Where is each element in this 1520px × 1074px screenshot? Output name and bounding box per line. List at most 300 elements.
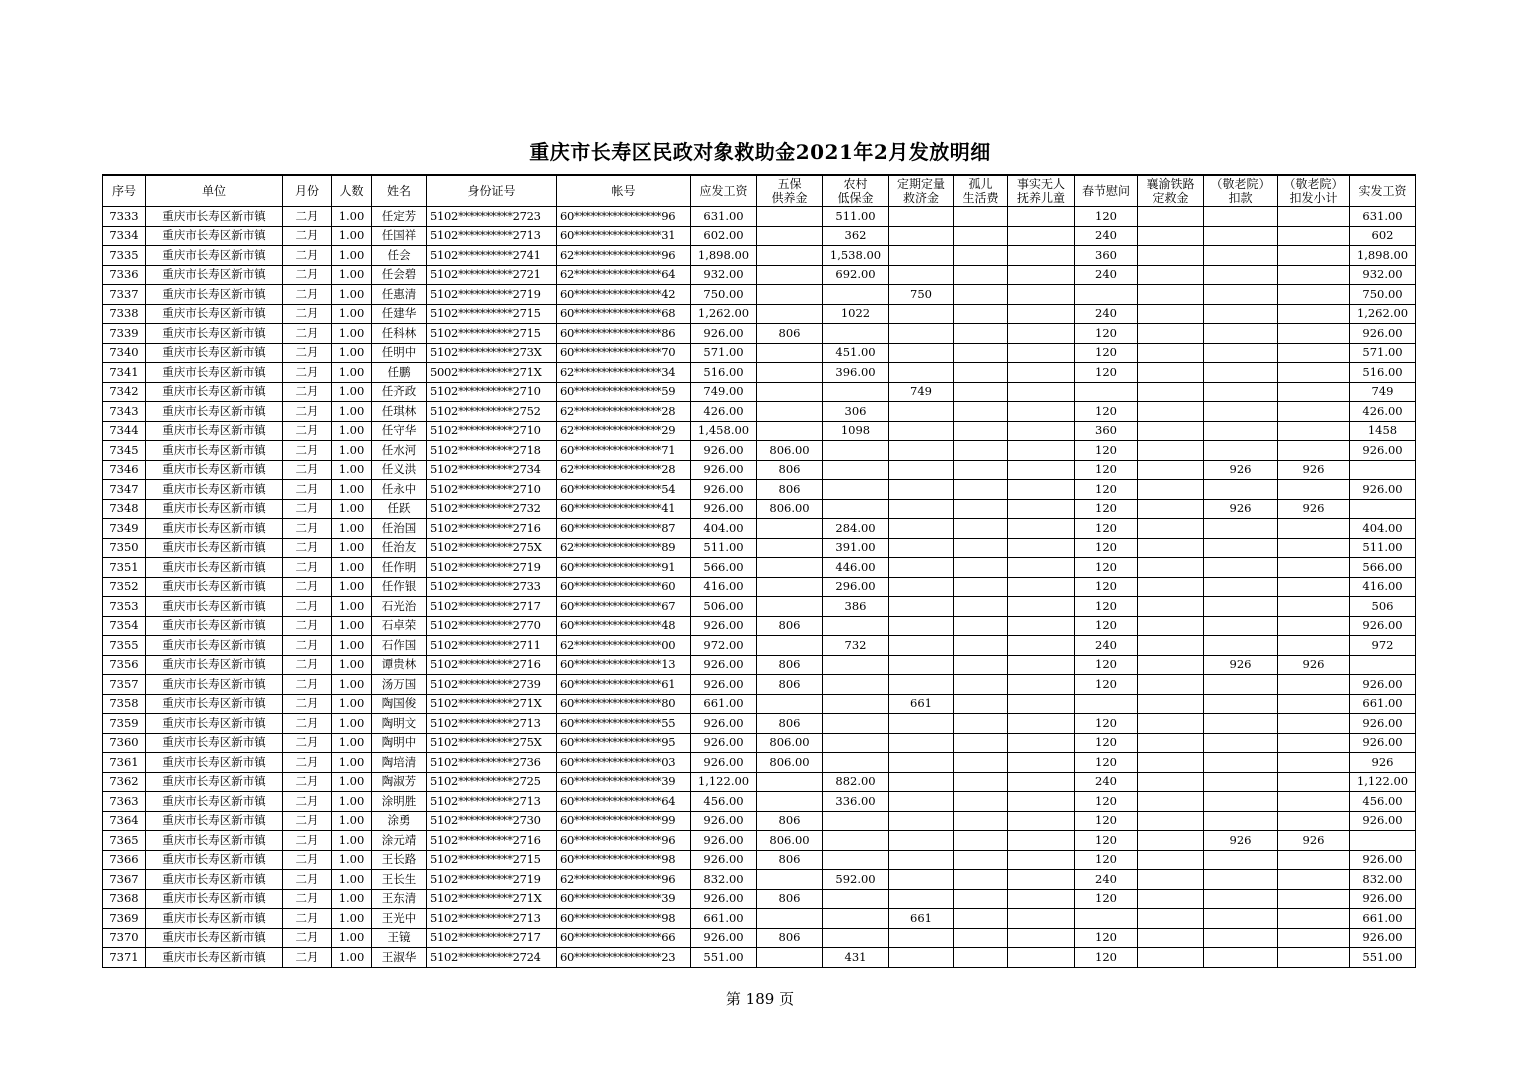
cell-nursing-subtotal: 926 <box>1278 499 1350 519</box>
cell-nursing-subtotal <box>1278 538 1350 558</box>
cell-account: 60****************64 <box>557 792 691 812</box>
cell-railway <box>1138 324 1204 344</box>
cell-unit: 重庆市长寿区新市镇 <box>146 850 283 870</box>
cell-month: 二月 <box>283 889 332 909</box>
cell-dibao: 511.00 <box>823 207 889 227</box>
cell-name: 谭贵林 <box>372 655 427 675</box>
cell-unsupported-child <box>1008 772 1075 792</box>
cell-due-pay: 602.00 <box>691 226 757 246</box>
cell-account: 60****************60 <box>557 577 691 597</box>
cell-orphan <box>954 421 1008 441</box>
cell-wubao: 806.00 <box>757 733 823 753</box>
cell-nursing-subtotal <box>1278 382 1350 402</box>
cell-unit: 重庆市长寿区新市镇 <box>146 246 283 266</box>
cell-count: 1.00 <box>332 870 372 890</box>
cell-orphan <box>954 265 1008 285</box>
cell-spring-festival: 120 <box>1075 850 1138 870</box>
cell-wubao: 806 <box>757 811 823 831</box>
cell-id-number: 5102**********2713 <box>427 909 557 929</box>
table-header <box>103 175 1416 207</box>
cell-nursing-deduction <box>1204 675 1278 695</box>
cell-count: 1.00 <box>332 772 372 792</box>
cell-dibao <box>823 460 889 480</box>
cell-id-number: 5102**********2724 <box>427 948 557 968</box>
cell-orphan <box>954 655 1008 675</box>
cell-unsupported-child <box>1008 363 1075 383</box>
cell-railway <box>1138 831 1204 851</box>
cell-actual-pay <box>1350 460 1416 480</box>
cell-unit: 重庆市长寿区新市镇 <box>146 636 283 656</box>
cell-count: 1.00 <box>332 792 372 812</box>
cell-dingqi <box>889 636 954 656</box>
cell-dingqi: 749 <box>889 382 954 402</box>
cell-account: 60****************48 <box>557 616 691 636</box>
cell-nursing-subtotal <box>1278 577 1350 597</box>
cell-seq: 7347 <box>103 480 146 500</box>
cell-due-pay: 926.00 <box>691 811 757 831</box>
cell-dingqi <box>889 831 954 851</box>
cell-id-number: 5102**********2741 <box>427 246 557 266</box>
cell-dibao: 396.00 <box>823 363 889 383</box>
header-dibao-line1: 农村 <box>843 177 868 191</box>
cell-wubao <box>757 421 823 441</box>
cell-dibao: 451.00 <box>823 343 889 363</box>
cell-count: 1.00 <box>332 675 372 695</box>
cell-month: 二月 <box>283 207 332 227</box>
cell-spring-festival: 120 <box>1075 714 1138 734</box>
table-row <box>103 889 1416 909</box>
cell-name: 陶明中 <box>372 733 427 753</box>
cell-spring-festival <box>1075 909 1138 929</box>
table-body <box>103 207 1416 968</box>
cell-orphan <box>954 226 1008 246</box>
cell-orphan <box>954 538 1008 558</box>
cell-nursing-subtotal <box>1278 441 1350 461</box>
cell-id-number: 5102**********2713 <box>427 714 557 734</box>
cell-month: 二月 <box>283 577 332 597</box>
cell-dibao: 431 <box>823 948 889 968</box>
cell-account: 62****************96 <box>557 870 691 890</box>
cell-spring-festival: 120 <box>1075 928 1138 948</box>
cell-dingqi <box>889 948 954 968</box>
cell-unit: 重庆市长寿区新市镇 <box>146 558 283 578</box>
cell-id-number: 5102**********2733 <box>427 577 557 597</box>
cell-nursing-subtotal <box>1278 675 1350 695</box>
cell-railway <box>1138 772 1204 792</box>
cell-count: 1.00 <box>332 655 372 675</box>
cell-nursing-subtotal <box>1278 226 1350 246</box>
cell-dibao: 306 <box>823 402 889 422</box>
cell-nursing-subtotal <box>1278 519 1350 539</box>
cell-orphan <box>954 616 1008 636</box>
cell-dibao: 296.00 <box>823 577 889 597</box>
cell-name: 王东清 <box>372 889 427 909</box>
cell-unit: 重庆市长寿区新市镇 <box>146 714 283 734</box>
cell-spring-festival: 120 <box>1075 811 1138 831</box>
header-orphan-line1: 孤儿 <box>968 177 993 191</box>
cell-dibao <box>823 831 889 851</box>
cell-seq: 7348 <box>103 499 146 519</box>
cell-actual-pay: 972 <box>1350 636 1416 656</box>
cell-railway <box>1138 948 1204 968</box>
cell-nursing-deduction <box>1204 246 1278 266</box>
cell-wubao <box>757 792 823 812</box>
cell-id-number: 5102**********2730 <box>427 811 557 831</box>
cell-actual-pay: 926.00 <box>1350 441 1416 461</box>
cell-actual-pay: 551.00 <box>1350 948 1416 968</box>
cell-unit: 重庆市长寿区新市镇 <box>146 772 283 792</box>
cell-seq: 7361 <box>103 753 146 773</box>
cell-dibao: 882.00 <box>823 772 889 792</box>
cell-seq: 7352 <box>103 577 146 597</box>
cell-unsupported-child <box>1008 480 1075 500</box>
cell-count: 1.00 <box>332 850 372 870</box>
cell-railway <box>1138 636 1204 656</box>
cell-id-number: 5102**********2725 <box>427 772 557 792</box>
cell-nursing-subtotal <box>1278 597 1350 617</box>
cell-seq: 7335 <box>103 246 146 266</box>
cell-orphan <box>954 402 1008 422</box>
cell-account: 60****************70 <box>557 343 691 363</box>
cell-name: 任义洪 <box>372 460 427 480</box>
cell-account: 60****************55 <box>557 714 691 734</box>
cell-account: 60****************98 <box>557 850 691 870</box>
cell-wubao <box>757 694 823 714</box>
cell-spring-festival: 120 <box>1075 889 1138 909</box>
cell-dingqi <box>889 675 954 695</box>
cell-orphan <box>954 499 1008 519</box>
cell-orphan <box>954 207 1008 227</box>
cell-id-number: 5102**********2713 <box>427 226 557 246</box>
cell-month: 二月 <box>283 382 332 402</box>
cell-dingqi <box>889 870 954 890</box>
cell-month: 二月 <box>283 675 332 695</box>
cell-unit: 重庆市长寿区新市镇 <box>146 733 283 753</box>
cell-month: 二月 <box>283 343 332 363</box>
cell-spring-festival: 120 <box>1075 207 1138 227</box>
cell-railway <box>1138 597 1204 617</box>
cell-unsupported-child <box>1008 636 1075 656</box>
cell-nursing-subtotal <box>1278 772 1350 792</box>
cell-railway <box>1138 616 1204 636</box>
cell-id-number: 5102**********2716 <box>427 519 557 539</box>
cell-railway <box>1138 733 1204 753</box>
cell-name: 任惠清 <box>372 285 427 305</box>
cell-actual-pay: 511.00 <box>1350 538 1416 558</box>
cell-wubao <box>757 363 823 383</box>
cell-due-pay: 1,898.00 <box>691 246 757 266</box>
cell-seq: 7363 <box>103 792 146 812</box>
cell-count: 1.00 <box>332 753 372 773</box>
cell-unit: 重庆市长寿区新市镇 <box>146 499 283 519</box>
cell-nursing-deduction <box>1204 811 1278 831</box>
cell-seq: 7356 <box>103 655 146 675</box>
header-id-number: 身份证号 <box>427 175 557 207</box>
cell-dibao: 386 <box>823 597 889 617</box>
cell-unit: 重庆市长寿区新市镇 <box>146 285 283 305</box>
cell-name: 石卓荣 <box>372 616 427 636</box>
header-railway-line1: 襄渝铁路 <box>1146 177 1195 191</box>
cell-dibao <box>823 382 889 402</box>
cell-due-pay: 426.00 <box>691 402 757 422</box>
cell-spring-festival <box>1075 694 1138 714</box>
cell-count: 1.00 <box>332 928 372 948</box>
cell-nursing-deduction <box>1204 265 1278 285</box>
cell-month: 二月 <box>283 714 332 734</box>
cell-due-pay: 456.00 <box>691 792 757 812</box>
header-unsupported-child <box>1008 175 1075 207</box>
cell-wubao <box>757 909 823 929</box>
cell-unsupported-child <box>1008 382 1075 402</box>
cell-unit: 重庆市长寿区新市镇 <box>146 304 283 324</box>
cell-due-pay: 926.00 <box>691 324 757 344</box>
cell-spring-festival: 120 <box>1075 499 1138 519</box>
cell-dibao: 391.00 <box>823 538 889 558</box>
cell-due-pay: 926.00 <box>691 655 757 675</box>
cell-count: 1.00 <box>332 889 372 909</box>
cell-count: 1.00 <box>332 421 372 441</box>
cell-railway <box>1138 343 1204 363</box>
cell-railway <box>1138 714 1204 734</box>
cell-dibao: 732 <box>823 636 889 656</box>
cell-spring-festival: 360 <box>1075 246 1138 266</box>
cell-id-number: 5102**********2715 <box>427 304 557 324</box>
cell-unsupported-child <box>1008 558 1075 578</box>
cell-due-pay: 926.00 <box>691 831 757 851</box>
cell-account: 62****************34 <box>557 363 691 383</box>
cell-month: 二月 <box>283 265 332 285</box>
cell-nursing-subtotal <box>1278 889 1350 909</box>
cell-railway <box>1138 363 1204 383</box>
cell-unit: 重庆市长寿区新市镇 <box>146 402 283 422</box>
cell-due-pay: 416.00 <box>691 577 757 597</box>
cell-unit: 重庆市长寿区新市镇 <box>146 811 283 831</box>
header-dibao <box>823 175 889 207</box>
cell-month: 二月 <box>283 616 332 636</box>
cell-nursing-deduction <box>1204 441 1278 461</box>
cell-unsupported-child <box>1008 343 1075 363</box>
cell-unit: 重庆市长寿区新市镇 <box>146 597 283 617</box>
cell-account: 62****************96 <box>557 246 691 266</box>
table-row <box>103 382 1416 402</box>
cell-unit: 重庆市长寿区新市镇 <box>146 441 283 461</box>
cell-unit: 重庆市长寿区新市镇 <box>146 480 283 500</box>
cell-unit: 重庆市长寿区新市镇 <box>146 694 283 714</box>
cell-nursing-deduction: 926 <box>1204 460 1278 480</box>
cell-actual-pay: 456.00 <box>1350 792 1416 812</box>
cell-account: 60****************61 <box>557 675 691 695</box>
cell-railway <box>1138 558 1204 578</box>
cell-dingqi <box>889 441 954 461</box>
cell-account: 62****************29 <box>557 421 691 441</box>
cell-orphan <box>954 246 1008 266</box>
cell-railway <box>1138 850 1204 870</box>
cell-name: 任建华 <box>372 304 427 324</box>
cell-account: 60****************98 <box>557 909 691 929</box>
table-row <box>103 343 1416 363</box>
cell-due-pay: 506.00 <box>691 597 757 617</box>
cell-count: 1.00 <box>332 597 372 617</box>
cell-nursing-subtotal <box>1278 285 1350 305</box>
table-row <box>103 402 1416 422</box>
cell-nursing-subtotal <box>1278 870 1350 890</box>
cell-account: 60****************41 <box>557 499 691 519</box>
cell-actual-pay: 602 <box>1350 226 1416 246</box>
cell-seq: 7351 <box>103 558 146 578</box>
cell-spring-festival: 360 <box>1075 421 1138 441</box>
cell-name: 石光治 <box>372 597 427 617</box>
cell-name: 任治友 <box>372 538 427 558</box>
cell-unsupported-child <box>1008 928 1075 948</box>
cell-seq: 7341 <box>103 363 146 383</box>
cell-due-pay: 926.00 <box>691 733 757 753</box>
cell-unsupported-child <box>1008 675 1075 695</box>
cell-dibao <box>823 285 889 305</box>
cell-wubao: 806 <box>757 655 823 675</box>
cell-dingqi <box>889 655 954 675</box>
cell-nursing-subtotal <box>1278 304 1350 324</box>
cell-spring-festival: 120 <box>1075 831 1138 851</box>
cell-railway <box>1138 519 1204 539</box>
cell-spring-festival: 120 <box>1075 577 1138 597</box>
cell-orphan <box>954 460 1008 480</box>
cell-unsupported-child <box>1008 519 1075 539</box>
table-row <box>103 597 1416 617</box>
cell-name: 任鹏 <box>372 363 427 383</box>
cell-dibao <box>823 694 889 714</box>
cell-nursing-deduction <box>1204 636 1278 656</box>
cell-name: 王淑华 <box>372 948 427 968</box>
cell-wubao: 806 <box>757 460 823 480</box>
cell-dibao: 1022 <box>823 304 889 324</box>
cell-nursing-deduction <box>1204 538 1278 558</box>
cell-count: 1.00 <box>332 538 372 558</box>
cell-spring-festival: 240 <box>1075 226 1138 246</box>
cell-name: 任守华 <box>372 421 427 441</box>
cell-actual-pay <box>1350 655 1416 675</box>
cell-count: 1.00 <box>332 577 372 597</box>
cell-account: 60****************39 <box>557 772 691 792</box>
cell-nursing-deduction <box>1204 363 1278 383</box>
cell-name: 任琪林 <box>372 402 427 422</box>
cell-due-pay: 926.00 <box>691 480 757 500</box>
table-row <box>103 772 1416 792</box>
cell-dingqi <box>889 304 954 324</box>
cell-account: 60****************59 <box>557 382 691 402</box>
cell-wubao <box>757 577 823 597</box>
cell-unsupported-child <box>1008 870 1075 890</box>
cell-spring-festival: 120 <box>1075 675 1138 695</box>
table-row <box>103 558 1416 578</box>
cell-spring-festival: 120 <box>1075 460 1138 480</box>
cell-unsupported-child <box>1008 577 1075 597</box>
header-dingqi-line1: 定期定量 <box>896 177 945 191</box>
cell-account: 60****************99 <box>557 811 691 831</box>
cell-dingqi <box>889 363 954 383</box>
cell-orphan <box>954 753 1008 773</box>
cell-nursing-subtotal <box>1278 343 1350 363</box>
cell-spring-festival: 240 <box>1075 265 1138 285</box>
cell-name: 任跃 <box>372 499 427 519</box>
cell-month: 二月 <box>283 226 332 246</box>
cell-orphan <box>954 792 1008 812</box>
cell-unit: 重庆市长寿区新市镇 <box>146 343 283 363</box>
cell-account: 60****************67 <box>557 597 691 617</box>
cell-month: 二月 <box>283 655 332 675</box>
cell-seq: 7371 <box>103 948 146 968</box>
cell-dingqi <box>889 499 954 519</box>
cell-railway <box>1138 207 1204 227</box>
cell-railway <box>1138 538 1204 558</box>
cell-railway <box>1138 577 1204 597</box>
cell-wubao <box>757 538 823 558</box>
cell-dingqi <box>889 714 954 734</box>
cell-account: 60****************23 <box>557 948 691 968</box>
cell-unsupported-child <box>1008 402 1075 422</box>
cell-unsupported-child <box>1008 694 1075 714</box>
cell-account: 60****************39 <box>557 889 691 909</box>
table-row <box>103 421 1416 441</box>
cell-unit: 重庆市长寿区新市镇 <box>146 460 283 480</box>
cell-dingqi <box>889 811 954 831</box>
cell-count: 1.00 <box>332 460 372 480</box>
cell-seq: 7369 <box>103 909 146 929</box>
cell-actual-pay <box>1350 499 1416 519</box>
cell-month: 二月 <box>283 811 332 831</box>
cell-due-pay: 511.00 <box>691 538 757 558</box>
cell-dibao <box>823 928 889 948</box>
cell-seq: 7358 <box>103 694 146 714</box>
cell-seq: 7334 <box>103 226 146 246</box>
cell-count: 1.00 <box>332 714 372 734</box>
cell-actual-pay: 426.00 <box>1350 402 1416 422</box>
table-row <box>103 480 1416 500</box>
cell-month: 二月 <box>283 441 332 461</box>
cell-month: 二月 <box>283 753 332 773</box>
cell-wubao <box>757 343 823 363</box>
cell-id-number: 5102**********2710 <box>427 382 557 402</box>
cell-due-pay: 932.00 <box>691 265 757 285</box>
table-row <box>103 870 1416 890</box>
cell-nursing-deduction <box>1204 343 1278 363</box>
cell-railway <box>1138 382 1204 402</box>
cell-spring-festival: 120 <box>1075 538 1138 558</box>
cell-actual-pay: 832.00 <box>1350 870 1416 890</box>
header-spring-festival: 春节慰问 <box>1075 175 1138 207</box>
cell-account: 62****************28 <box>557 460 691 480</box>
table-row <box>103 577 1416 597</box>
cell-month: 二月 <box>283 831 332 851</box>
cell-seq: 7345 <box>103 441 146 461</box>
cell-orphan <box>954 850 1008 870</box>
cell-id-number: 5102**********2723 <box>427 207 557 227</box>
cell-account: 60****************96 <box>557 207 691 227</box>
cell-spring-festival: 240 <box>1075 772 1138 792</box>
cell-id-number: 5102**********2719 <box>427 285 557 305</box>
cell-railway <box>1138 480 1204 500</box>
cell-unsupported-child <box>1008 499 1075 519</box>
cell-unsupported-child <box>1008 538 1075 558</box>
cell-month: 二月 <box>283 324 332 344</box>
cell-railway <box>1138 441 1204 461</box>
cell-month: 二月 <box>283 733 332 753</box>
cell-month: 二月 <box>283 850 332 870</box>
table-row <box>103 226 1416 246</box>
cell-wubao <box>757 948 823 968</box>
cell-month: 二月 <box>283 870 332 890</box>
cell-unsupported-child <box>1008 421 1075 441</box>
cell-name: 任会 <box>372 246 427 266</box>
